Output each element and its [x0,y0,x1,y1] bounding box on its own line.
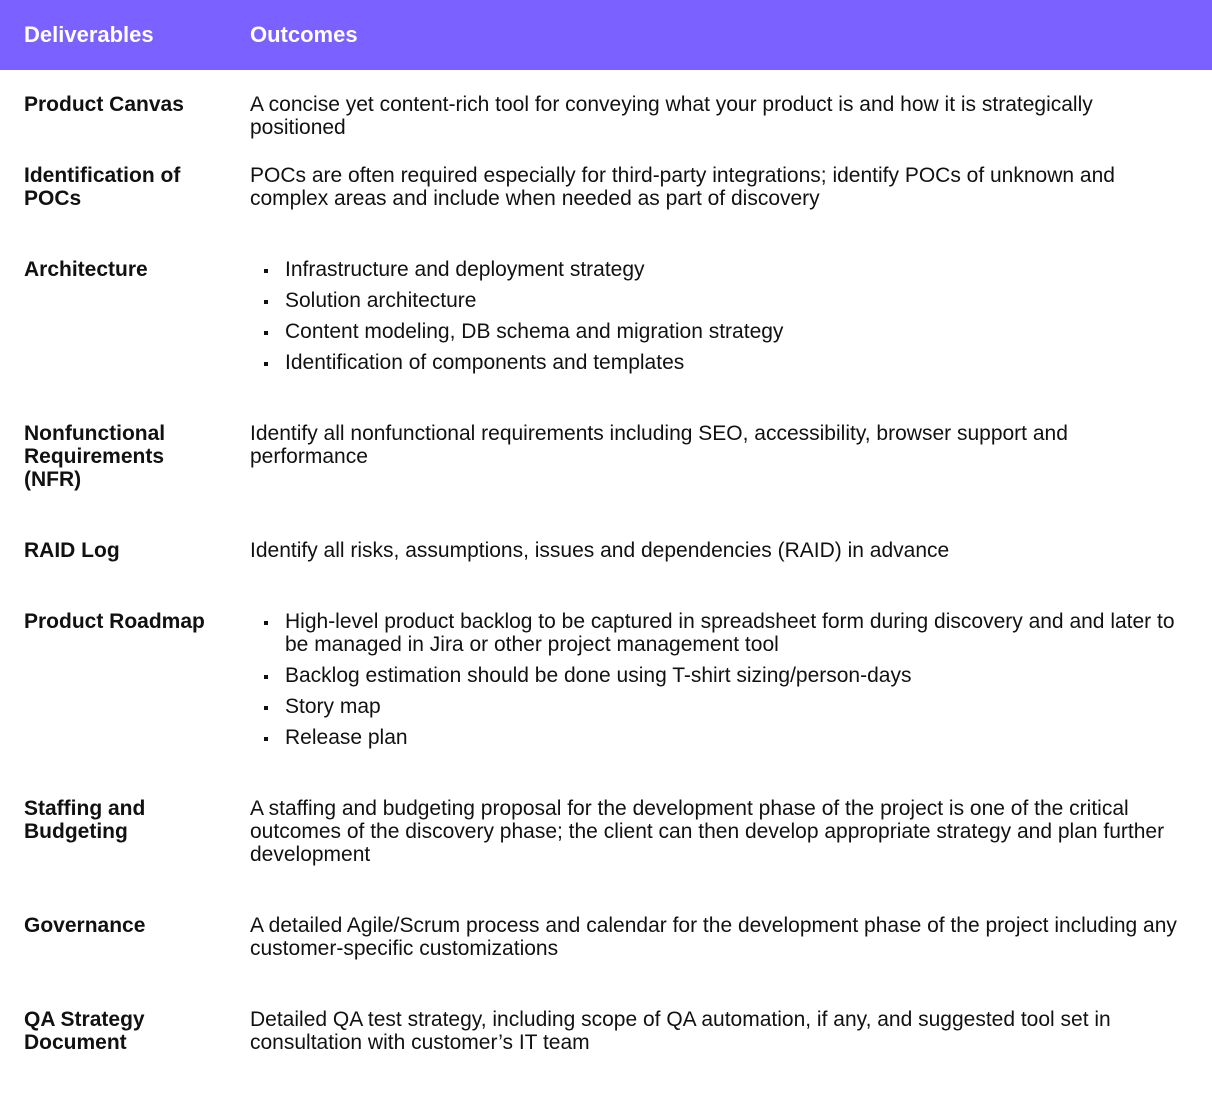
outcome-cell [250,258,1180,382]
list-item: Solution architecture [250,289,1180,312]
outcome-cell: POCs are often required especially for third-party integrations; identify POCs of unknown and complex areas and include when needed as part of discovery [250,164,1115,210]
table-row [0,610,1212,797]
list-item: Content modeling, DB schema and migration strategy [250,320,1180,343]
list-item: High-level product backlog to be captured in spreadsheet form during discovery and and later to be managed in Jira or other project management tool [250,610,1180,656]
table-row [0,539,1212,610]
list-item: Infrastructure and deployment strategy [250,258,1180,281]
table-row [0,164,1212,258]
deliverable-cell: RAID Log [24,539,120,562]
deliverable-cell: QA Strategy Document [24,1008,145,1054]
table-row [0,1008,1212,1072]
deliverable-cell: Product Canvas [24,93,184,116]
outcome-cell: A detailed Agile/Scrum process and calendar for the development phase of the project including any customer-specific customizations [250,914,1177,960]
deliverable-cell: Staffing and Budgeting [24,797,146,843]
deliverable-cell: Governance [24,914,146,937]
table-row [0,422,1212,539]
outcome-cell: A staffing and budgeting proposal for the development phase of the project is one of the critical outcomes of the discovery phase; the client can then develop appropriate strategy and plan further development [250,797,1165,866]
header-outcomes: Outcomes [250,22,358,47]
outcome-cell: Detailed QA test strategy, including scope of QA automation, if any, and suggested tool set in consultation with customer’s IT team [250,1008,1111,1054]
deliverable-cell: Nonfunctional Requirements (NFR) [24,422,166,491]
list-item: Backlog estimation should be done using T-shirt sizing/person-days [250,664,1180,687]
outcome-cell: Identify all risks, assumptions, issues and dependencies (RAID) in advance [250,539,950,562]
bullet-list [250,610,1180,749]
table-header [0,0,1212,70]
deliverable-cell: Identification of POCs [24,164,181,210]
list-item: Story map [250,695,1180,718]
list-item: Identification of components and templates [250,351,1180,374]
deliverable-cell: Product Roadmap [24,610,205,633]
outcome-cell: A concise yet content-rich tool for conveying what your product is and how it is strategically positioned [250,93,1093,139]
bullet-list [250,258,1180,374]
table-row [0,914,1212,1008]
table-row [0,258,1212,422]
outcome-cell [250,610,1180,757]
deliverable-cell: Architecture [24,258,148,281]
outcome-cell: Identify all nonfunctional requirements including SEO, accessibility, browser support and performance [250,422,1068,468]
table-row [0,797,1212,914]
list-item: Release plan [250,726,1180,749]
table-row [0,93,1212,164]
header-deliverables: Deliverables [24,22,154,47]
